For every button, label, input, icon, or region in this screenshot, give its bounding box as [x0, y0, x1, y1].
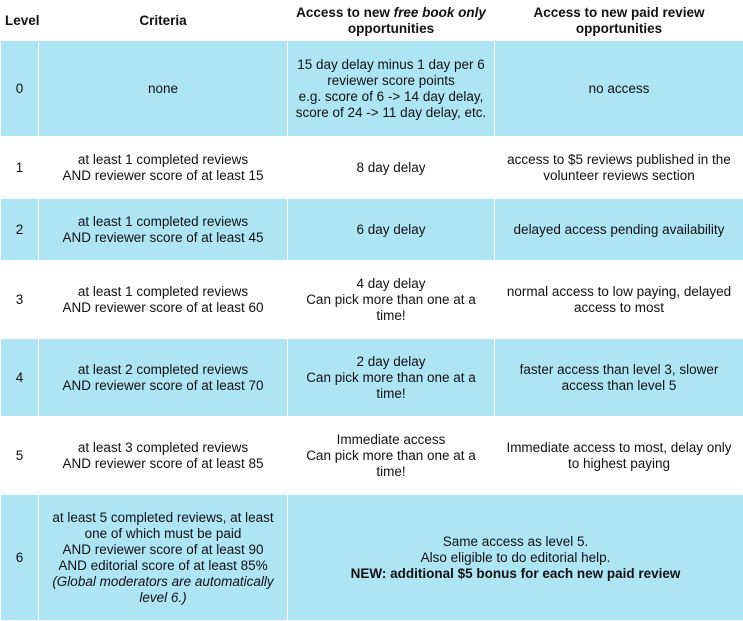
header-paid-review-line1: Access to new paid review — [533, 4, 705, 20]
criteria-cell — [39, 137, 288, 199]
paid-review-cell — [495, 137, 743, 199]
free-book-cell — [288, 199, 495, 261]
level-cell: 5 — [1, 417, 39, 495]
paid-review-line: access than level 5 — [561, 377, 677, 393]
free-book-line: time! — [376, 385, 406, 401]
criteria-note-line: (Global moderators are automatically — [52, 573, 274, 589]
free-book-line: 4 day delay — [356, 275, 426, 291]
table-row — [1, 339, 743, 417]
criteria-line: at least 1 completed reviews — [77, 151, 249, 167]
paid-review-line: Immediate access to most, delay only — [506, 439, 732, 455]
header-free-book-prefix: Access to new — [296, 4, 394, 20]
criteria-line: AND reviewer score of at least 15 — [62, 167, 264, 183]
paid-review-line: volunteer reviews section — [543, 167, 695, 183]
criteria-line: AND reviewer score of at least 45 — [62, 229, 264, 245]
level-cell: 3 — [1, 261, 39, 339]
table-row — [1, 137, 743, 199]
header-level: Level — [1, 1, 39, 41]
free-book-line: 2 day delay — [356, 353, 426, 369]
merged-access-line: Same access as level 5. — [442, 533, 589, 549]
paid-review-line: faster access than level 3, slower — [519, 361, 719, 377]
bonus-note: NEW: additional $5 bonus for each new paid review — [350, 565, 681, 581]
free-book-line: Can pick more than one at a — [306, 447, 476, 463]
free-book-line: Immediate access — [336, 431, 446, 447]
free-book-line: time! — [376, 307, 406, 323]
free-book-cell — [288, 261, 495, 339]
table-row — [1, 41, 743, 137]
criteria-line: none — [147, 80, 179, 96]
paid-review-line: normal access to low paying, delayed — [506, 283, 732, 299]
criteria-cell — [39, 199, 288, 261]
merged-access-cell — [288, 495, 743, 621]
paid-review-cell — [495, 261, 743, 339]
paid-review-line: to highest paying — [567, 455, 671, 471]
header-criteria: Criteria — [39, 1, 288, 41]
free-book-line: score of 24 -> 11 day delay, etc. — [295, 104, 487, 120]
criteria-line: one of which must be paid — [84, 525, 242, 541]
header-paid-review-line2: opportunities — [575, 20, 663, 36]
paid-review-cell — [495, 339, 743, 417]
table-row — [1, 495, 743, 621]
paid-review-line: access to most — [573, 299, 665, 315]
header-row — [1, 1, 743, 41]
criteria-cell — [39, 41, 288, 137]
criteria-cell — [39, 495, 288, 621]
free-book-cell — [288, 339, 495, 417]
free-book-line: 6 day delay — [356, 221, 426, 237]
paid-review-cell — [495, 417, 743, 495]
free-book-line: time! — [376, 463, 406, 479]
free-book-line: 8 day delay — [356, 159, 426, 175]
free-book-cell — [288, 137, 495, 199]
level-cell: 0 — [1, 41, 39, 137]
free-book-line: Can pick more than one at a — [306, 291, 476, 307]
free-book-line: e.g. score of 6 -> 14 day delay, — [298, 88, 484, 104]
criteria-line: AND reviewer score of at least 85 — [62, 455, 264, 471]
level-cell: 6 — [1, 495, 39, 621]
level-cell: 4 — [1, 339, 39, 417]
criteria-line: at least 5 completed reviews, at least — [52, 509, 274, 525]
criteria-line: at least 3 completed reviews — [77, 439, 249, 455]
criteria-cell — [39, 339, 288, 417]
criteria-line: AND reviewer score of at least 90 — [62, 541, 264, 557]
free-book-cell — [288, 417, 495, 495]
paid-review-cell — [495, 199, 743, 261]
free-book-cell — [288, 41, 495, 137]
criteria-line: at least 2 completed reviews — [77, 361, 249, 377]
merged-access-line: Also eligible to do editorial help. — [420, 549, 611, 565]
header-free-book-italic: free book only — [393, 4, 486, 20]
paid-review-line: access to $5 reviews published in the — [507, 151, 731, 167]
level-cell: 2 — [1, 199, 39, 261]
table-row — [1, 199, 743, 261]
criteria-line: AND reviewer score of at least 70 — [62, 377, 264, 393]
header-free-book-suffix: opportunities — [347, 20, 435, 36]
paid-review-line: no access — [588, 80, 650, 96]
criteria-line: AND reviewer score of at least 60 — [62, 299, 264, 315]
header-paid-review — [495, 1, 743, 41]
free-book-line: Can pick more than one at a — [306, 369, 476, 385]
free-book-line: reviewer score points — [327, 72, 455, 88]
paid-review-line: delayed access pending availability — [513, 221, 725, 237]
free-book-line: 15 day delay minus 1 day per 6 — [297, 56, 485, 72]
paid-review-cell — [495, 41, 743, 137]
level-cell: 1 — [1, 137, 39, 199]
criteria-line: at least 1 completed reviews — [77, 283, 249, 299]
header-free-book — [288, 1, 495, 41]
table-row — [1, 417, 743, 495]
table-row — [1, 261, 743, 339]
criteria-cell — [39, 261, 288, 339]
criteria-line: at least 1 completed reviews — [77, 213, 249, 229]
criteria-note-line: level 6.) — [139, 589, 187, 605]
criteria-line: AND editorial score of at least 85% — [58, 557, 268, 573]
criteria-cell — [39, 417, 288, 495]
table-body — [1, 41, 743, 621]
